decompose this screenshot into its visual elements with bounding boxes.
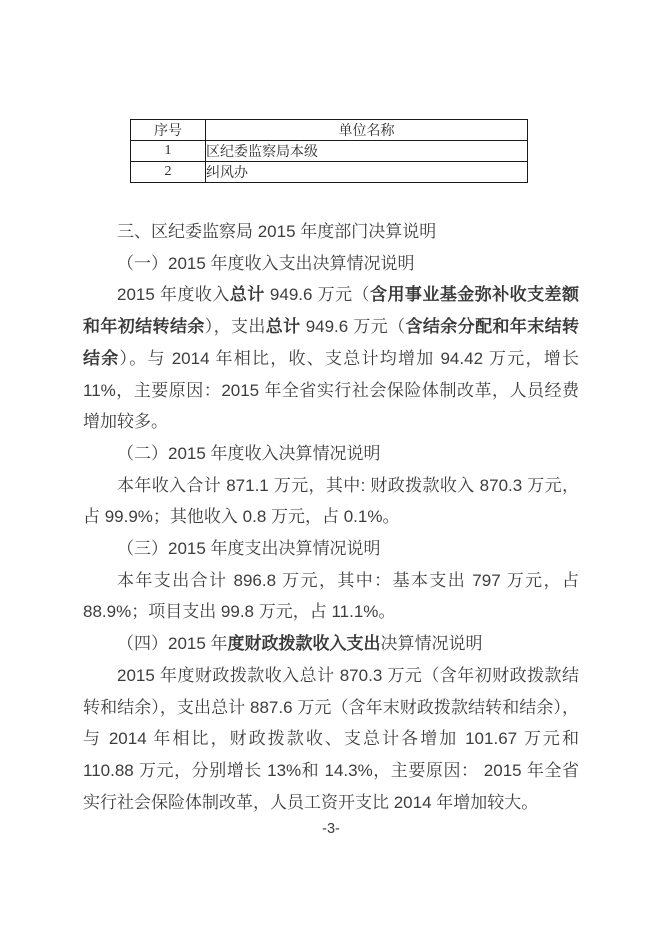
page-number: -3-: [322, 821, 340, 837]
document-text: [83, 216, 579, 818]
paragraph: [83, 660, 579, 819]
row-index-cell: 1: [131, 141, 206, 162]
text-run: 含用事业基金弥补收支差额和年初结转结余: [83, 285, 580, 337]
row-index-cell: 2: [131, 162, 206, 183]
unit-table-body: [131, 141, 528, 183]
section-heading: [83, 248, 579, 280]
text-run: （三）2015 年度支出决算情况说明: [117, 539, 381, 559]
text-run: 2015 年度财政拨款收入总计 870.3 万元（含年初财政拨款结转和结余），支出总计 887.6 万元（含年末财政拨款结转和结余），与 2014 年相比，财政拨款收、支总计各增加 101.67 万元和 110.88 万元，分别增长 13%和 14.3%，主要原因： 2015 年全省实行社会保险体制改革，人员工资开支比 2014 年增加较大。: [83, 665, 579, 812]
unit-table: [130, 119, 528, 183]
section-heading: [83, 533, 579, 565]
text-run: 总计: [265, 317, 301, 337]
text-run: （四）2015 年: [117, 634, 228, 654]
unit-name-cell: 纠风办: [206, 162, 528, 183]
column-header-name: 单位名称: [206, 120, 528, 141]
paragraph: [83, 565, 579, 628]
table-header-row: [131, 120, 528, 141]
text-run: 决算情况说明: [380, 634, 483, 654]
text-run: 含结余分配和年末结转结余: [83, 317, 580, 368]
column-header-index: 序号: [131, 120, 206, 141]
text-run: （二）2015 年度收入决算情况说明: [117, 443, 381, 463]
text-run: 本年支出合计 896.8 万元，其中：基本支出 797 万元，占 88.9%；项目支出 99.8 万元，占 11.1%。: [83, 570, 579, 622]
text-run: 949.6 万元（: [264, 285, 371, 305]
unit-table-container: [130, 119, 528, 183]
text-run: （一）2015 年度收入支出决算情况说明: [117, 253, 415, 273]
paragraph: [83, 470, 579, 533]
text-run: ）。与 2014 年相比，收、支总计均增加 94.42 万元，增长 11%，主要原因：2015 年全省实行社会保险体制改革，人员经费增加较多。: [83, 348, 579, 432]
text-run: 本年收入合计 871.1 万元，其中: 财政拨款收入 870.3 万元，占 99.9%；其他收入 0.8 万元，占 0.1%。: [83, 475, 579, 527]
section-heading: [83, 438, 579, 470]
text-run: 度财政拨款收入支出: [227, 634, 381, 654]
table-row: [131, 162, 528, 183]
unit-name-cell: 区纪委监察局本级: [206, 141, 528, 162]
table-row: [131, 141, 528, 162]
text-run: 三、区纪委监察局 2015 年度部门决算说明: [117, 222, 437, 241]
text-run: ），支出: [204, 317, 266, 337]
text-run: 949.6 万元（: [300, 317, 406, 337]
paragraph: [83, 279, 579, 438]
text-run: 总计: [229, 285, 265, 305]
section-heading: [83, 628, 579, 660]
text-run: 2015 年度收入: [117, 285, 230, 305]
section-heading: [83, 216, 579, 248]
